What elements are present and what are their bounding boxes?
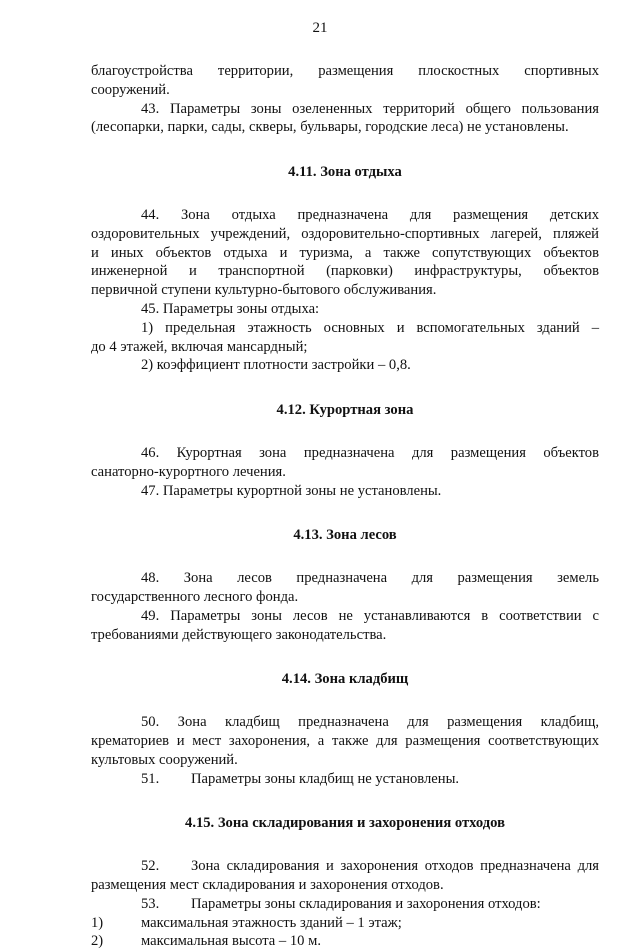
text-line: инженерной и транспортной (парковки) инфраструктуры, объектов — [91, 263, 599, 280]
text-line: требованиями действующего законодательства. — [91, 626, 387, 643]
text-line: благоустройства территории, размещения плоскостных спортивных — [91, 63, 599, 79]
section-heading: 4.14. Зона кладбищ — [281, 671, 409, 688]
text-line: крематориев и мест захоронения, а также для размещения соответствующих — [91, 732, 599, 749]
item-number: 51. — [141, 770, 160, 787]
numbered-item — [91, 895, 599, 914]
numbered-item — [91, 914, 599, 933]
text-line: сооружений. — [91, 81, 170, 98]
page-number: 21 — [312, 20, 328, 36]
text-line: санаторно-курортного лечения. — [91, 463, 286, 480]
text-line: 50. Зона кладбищ предназначена для размещения кладбищ, — [141, 714, 599, 731]
text-line: оздоровительных учреждений, оздоровительно-спортивных лагерей, пляжей — [91, 225, 599, 242]
section-heading: 4.12. Курортная зона — [276, 402, 414, 419]
item-text: максимальная этажность зданий – 1 этаж; — [141, 914, 402, 931]
text-line: 46. Курортная зона предназначена для размещения объектов — [141, 444, 599, 461]
text-line: 44. Зона отдыха предназначена для размещения детских — [141, 206, 599, 223]
section-heading: 4.13. Зона лесов — [293, 527, 397, 544]
text-line: 49. Параметры зоны лесов не устанавливаются в соответствии с — [141, 607, 599, 624]
document-body — [91, 62, 599, 951]
numbered-item — [91, 857, 599, 876]
section-heading: 4.11. Зона отдыха — [288, 164, 402, 181]
text-line: 1) предельная этажность основных и вспомогательных зданий – — [141, 319, 599, 336]
item-number: 52. — [141, 858, 160, 875]
item-text: Параметры зоны кладбищ не установлены. — [191, 770, 460, 787]
item-text: Зона складирования и захоронения отходов предназначена для — [191, 858, 599, 875]
item-number: 53. — [141, 895, 160, 912]
text-line: до 4 этажей, включая мансардный; — [91, 338, 308, 355]
text-line: 2) коэффициент плотности застройки – 0,8. — [141, 357, 411, 374]
text-line: 47. Параметры курортной зоны не установлены. — [141, 482, 442, 499]
item-text: максимальная высота – 10 м. — [141, 933, 321, 950]
text-line: первичной ступени культурно-бытового обслуживания. — [91, 282, 437, 299]
text-line: 43. Параметры зоны озелененных территорий общего пользования — [141, 100, 599, 117]
item-number: 2) — [91, 933, 104, 950]
numbered-item — [91, 770, 599, 789]
text-line: государственного лесного фонда. — [91, 588, 299, 605]
text-line: 48. Зона лесов предназначена для размещения земель — [141, 570, 599, 587]
text-line: культовых сооружений. — [91, 751, 238, 768]
text-line: (лесопарки, парки, сады, скверы, бульвары, городские леса) не установлены. — [91, 119, 569, 136]
item-number: 1) — [91, 914, 104, 931]
text-line: размещения мест складирования и захоронения отходов. — [91, 876, 444, 893]
item-text: Параметры зоны складирования и захоронения отходов: — [191, 895, 541, 912]
section-heading: 4.15. Зона складирования и захоронения отходов — [185, 815, 505, 832]
numbered-item — [91, 932, 599, 951]
text-line: 45. Параметры зоны отдыха: — [141, 300, 320, 317]
text-line: и иных объектов отдыха и туризма, а также сопутствующих объектов — [91, 244, 599, 261]
